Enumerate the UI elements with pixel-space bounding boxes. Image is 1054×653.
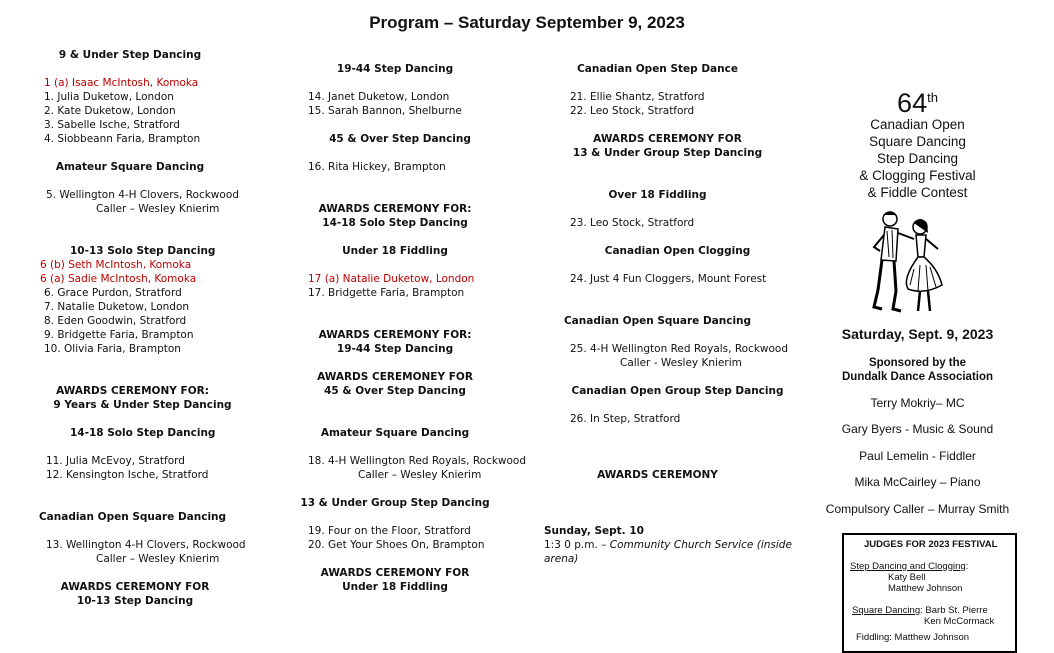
heading-over-18-fiddling: Over 18 Fiddling [608, 189, 707, 201]
judges-heading: JUDGES FOR 2023 FESTIVAL [864, 539, 998, 550]
heading-9-under: 9 & Under Step Dancing [58, 49, 202, 61]
service-location: arena) [544, 553, 579, 565]
entry-17: 17. Bridgette Faria, Brampton [308, 287, 465, 299]
edition-number [820, 82, 1015, 119]
judges-square-line [852, 605, 988, 616]
square-label-text: Square Dancing [852, 605, 921, 616]
judge-matthew-johnson: Matthew Johnson [888, 583, 963, 594]
entry-19: 19. Four on the Floor, Stratford [308, 525, 471, 537]
judges-box [842, 533, 1017, 653]
festival-line-4: & Clogging Festival [859, 168, 976, 183]
heading-10-13-solo: 10-13 Solo Step Dancing [70, 245, 216, 257]
awards-9-under-1: AWARDS CEREMONY FOR: [56, 385, 209, 397]
awards-19-44-2: 19-44 Step Dancing [336, 343, 454, 355]
entry-9: 9. Bridgette Faria, Brampton [44, 329, 194, 341]
awards-10-13-2: 10-13 Step Dancing [76, 595, 194, 607]
heading-14-18-solo: 14-18 Solo Step Dancing [70, 427, 216, 439]
entry-12: 12. Kensington Ische, Stratford [46, 469, 209, 481]
entry-17a: 17 (a) Natalie Duketow, London [308, 273, 475, 285]
awards-45-over-1: AWARDS CEREMONEY FOR [317, 371, 473, 383]
awards-19-44-1: AWARDS CEREMONY FOR: [318, 329, 472, 341]
entry-18: 18. 4-H Wellington Red Royals, Rockwood [308, 455, 527, 467]
judge-barb: : Barb St. Pierre [920, 605, 988, 616]
entry-26: 26. In Step, Stratford [570, 413, 681, 425]
entry-25: 25. 4-H Wellington Red Royals, Rockwood [570, 343, 789, 355]
edition-num: 64 [897, 88, 928, 118]
heading-canadian-open-clogging: Canadian Open Clogging [604, 245, 751, 257]
entry-3: 3. Sabelle Ische, Stratford [44, 119, 180, 131]
sunday-heading: Sunday, Sept. 10 [544, 525, 644, 537]
entry-14: 14. Janet Duketow, London [308, 91, 450, 103]
entry-6a: 6 (a) Sadie McIntosh, Komoka [40, 273, 197, 285]
heading-amateur-square: Amateur Square Dancing [55, 161, 205, 173]
page-title: Program – Saturday September 9, 2023 [369, 13, 685, 32]
staff-caller: Compulsory Caller – Murray Smith [825, 502, 1010, 516]
sponsor-line-1: Sponsored by the [868, 357, 967, 369]
square-dancers-illustration [868, 205, 946, 320]
awards-14-18-1: AWARDS CEREMONY FOR: [318, 203, 472, 215]
awards-under-18-2: Under 18 Fiddling [342, 581, 448, 593]
step-label-colon: : [965, 561, 969, 572]
caller-25: Caller - Wesley Knierim [620, 357, 742, 369]
heading-canadian-open-square: Canadian Open Square Dancing [38, 511, 227, 523]
heading-45-over: 45 & Over Step Dancing [329, 133, 471, 145]
entry-15: 15. Sarah Bannon, Shelburne [308, 105, 462, 117]
entry-7: 7. Natalie Duketow, London [44, 301, 190, 313]
entry-1: 1. Julia Duketow, London [44, 91, 174, 103]
staff-fiddler: Paul Lemelin - Fiddler [859, 449, 976, 463]
service-name: Community Church Service (inside [609, 539, 792, 551]
festival-line-5: & Fiddle Contest [867, 185, 968, 200]
entry-5: 5. Wellington 4-H Clovers, Rockwood [46, 189, 239, 201]
awards-10-13-1: AWARDS CEREMONY FOR [60, 581, 210, 593]
judges-step-label [850, 561, 968, 572]
entry-1a: 1 (a) Isaac McIntosh, Komoka [44, 77, 199, 89]
sunday-service-line [544, 538, 792, 552]
entry-22: 22. Leo Stock, Stratford [570, 105, 695, 117]
staff-mc: Terry Mokriy– MC [870, 396, 965, 410]
festival-line-3: Step Dancing [876, 151, 959, 166]
awards-9-under-2: 9 Years & Under Step Dancing [53, 399, 232, 411]
entry-23: 23. Leo Stock, Stratford [570, 217, 695, 229]
entry-10: 10. Olivia Faria, Brampton [44, 343, 181, 355]
heading-canadian-open-step: Canadian Open Step Dance [577, 63, 738, 75]
entry-13: 13. Wellington 4-H Clovers, Rockwood [46, 539, 246, 551]
entry-4: 4. Siobbeann Faria, Brampton [44, 133, 201, 145]
heading-canadian-open-square-2: Canadian Open Square Dancing [563, 315, 752, 327]
entry-11: 11. Julia McEvoy, Stratford [46, 455, 185, 467]
sponsor-line-2: Dundalk Dance Association [841, 371, 994, 383]
festival-title [820, 116, 1015, 201]
caller-5: Caller – Wesley Knierim [96, 203, 220, 215]
awards-ceremony-final: AWARDS CEREMONY [597, 469, 718, 481]
judges-fiddling: Fiddling: Matthew Johnson [856, 632, 970, 643]
staff-music: Gary Byers - Music & Sound [841, 422, 994, 436]
festival-line-1: Canadian Open [870, 117, 965, 132]
entry-20: 20. Get Your Shoes On, Brampton [308, 539, 485, 551]
entry-16: 16. Rita Hickey, Brampton [308, 161, 446, 173]
entry-2: 2. Kate Duketow, London [44, 105, 176, 117]
edition-sup: th [927, 90, 938, 105]
staff-piano: Mika McCairley – Piano [854, 475, 981, 489]
entry-21: 21. Ellie Shantz, Stratford [570, 91, 705, 103]
heading-13-under-group: 13 & Under Group Step Dancing [300, 497, 490, 509]
awards-14-18-2: 14-18 Solo Step Dancing [322, 217, 468, 229]
sponsor-block [820, 356, 1015, 384]
heading-19-44: 19-44 Step Dancing [336, 63, 454, 75]
festival-line-2: Square Dancing [869, 134, 966, 149]
service-time: 1:3 0 p.m. – [544, 539, 610, 551]
heading-under-18-fiddling: Under 18 Fiddling [342, 245, 448, 257]
heading-amateur-square-2: Amateur Square Dancing [320, 427, 470, 439]
caller-18: Caller – Wesley Knierim [358, 469, 482, 481]
heading-canadian-open-group: Canadian Open Group Step Dancing [571, 385, 784, 397]
festival-date: Saturday, Sept. 9, 2023 [841, 326, 994, 342]
awards-under-18-1: AWARDS CEREMONY FOR [320, 567, 470, 579]
judge-katy-bell: Katy Bell [888, 572, 926, 583]
entry-8: 8. Eden Goodwin, Stratford [44, 315, 187, 327]
entry-6b: 6 (b) Seth McIntosh, Komoka [40, 259, 192, 271]
awards-13-under-group-2: 13 & Under Group Step Dancing [572, 147, 763, 159]
caller-13: Caller – Wesley Knierim [96, 553, 220, 565]
entry-24: 24. Just 4 Fun Cloggers, Mount Forest [570, 273, 767, 285]
step-label-text: Step Dancing and Clogging [850, 561, 966, 572]
awards-13-under-group-1: AWARDS CEREMONY FOR [593, 133, 742, 145]
judge-ken: Ken McCormack [924, 616, 995, 627]
entry-6: 6. Grace Purdon, Stratford [44, 287, 182, 299]
awards-45-over-2: 45 & Over Step Dancing [324, 385, 466, 397]
